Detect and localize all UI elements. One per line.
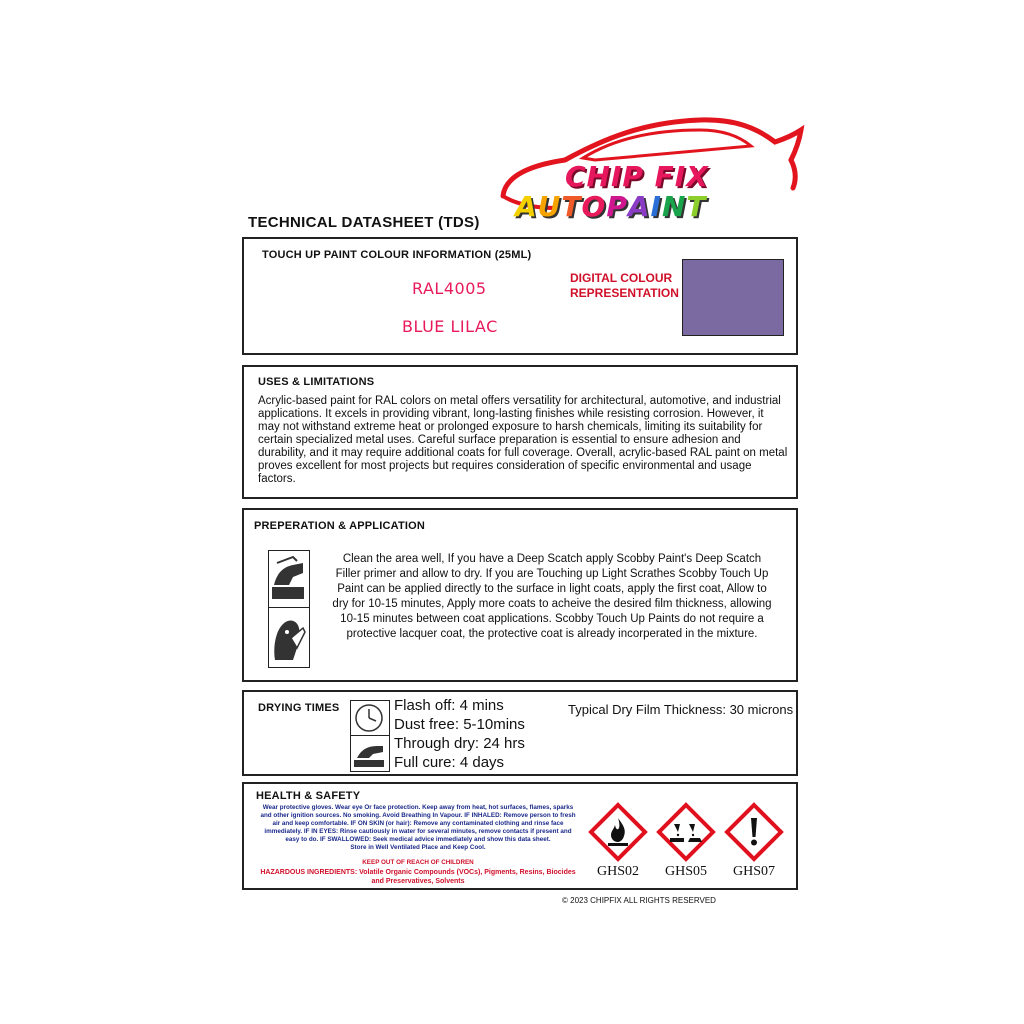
- colour-info-section: [242, 237, 798, 355]
- corrosion-icon: [656, 802, 716, 862]
- logo-letter: P: [606, 190, 628, 223]
- drying-times-list: [394, 696, 525, 772]
- safety-instructions-text: Wear protective gloves. Wear eye Or face protection. Keep away from heat, hot surfaces, flames, sparks and other ignition sources. No smoking. Avoid Breathing In Vapour. IF INHALED: Remove person to fresh air and keep comfortable. IF ON SKIN (or hair): Remove any contaminated clothing and rinse face immediately. IF IN EYES: Rinse cautiously in water for several minutes, remove contacts if present and easy to do. IF SWALLOWED: Seek medical advice immediately and show this data sheet.: [260, 804, 576, 843]
- logo-letter: A: [515, 190, 538, 223]
- drying-icons: [350, 700, 390, 772]
- logo-letter: I: [650, 190, 662, 223]
- face-protection-icon: [269, 608, 309, 665]
- ghs07-label: GHS07: [732, 864, 775, 879]
- logo-line1: CHIP FIX: [565, 160, 709, 193]
- drying-through-dry: Through dry: 24 hrs: [394, 735, 525, 752]
- logo-letter: T: [686, 190, 707, 223]
- colour-name: BLUE LILAC: [402, 317, 498, 336]
- hand-wiping-icon: [269, 551, 309, 608]
- safety-instructions: [258, 804, 578, 852]
- preparation-section: [242, 508, 798, 682]
- logo-letter: O: [581, 190, 607, 223]
- logo-letter: A: [627, 190, 651, 223]
- children-warning: KEEP OUT OF REACH OF CHILDREN: [362, 859, 474, 866]
- drying-title: DRYING TIMES: [258, 702, 340, 714]
- logo-letter: U: [537, 190, 562, 223]
- uses-text: Acrylic-based paint for RAL colors on metal offers versatility for architectural, automotive, and industrial applications. It excels in providing vibrant, long-lasting finishes while resisting corrosion. However, it may not withstand extreme heat or prolonged exposure to harsh chemicals, limiting its suitability for certain specialized metal uses. Careful surface preparation is essential to ensure adhesion and durability, and it may require additional coats for full coverage. Overall, acrylic-based RAL paint on metal proves excellent for most projects but requires consideration of specific environmental and usage factors.: [258, 395, 788, 485]
- ghs02-label: GHS02: [596, 864, 639, 879]
- ghs02-pictogram: [586, 802, 650, 880]
- drying-dust-free: Dust free: 5-10mins: [394, 716, 525, 733]
- ghs07-pictogram: [722, 802, 786, 880]
- uses-section: [242, 365, 798, 499]
- logo-letter: N: [661, 190, 687, 223]
- ghs05-label: GHS05: [664, 864, 707, 879]
- clock-icon: [351, 701, 389, 736]
- dry-film-thickness: Typical Dry Film Thickness: 30 microns: [568, 702, 794, 717]
- colour-code: RAL4005: [412, 279, 487, 298]
- preparation-text: Clean the area well, If you have a Deep Scatch apply Scobby Paint's Deep Scatch Filler primer and allow to dry. If you are Touching up Light Scrathes Scobby Touch Up Paint can be applied directly to the surface in light coats, apply the first coat, Allow to dry for 10-15 minutes, Apply more coats to acheive the desired film thickness, allowing 10-15 minutes between coat applications. Scobby Touch Up Paints do not require a protective lacquer coat, the protective coat is already incorperated in the mixture.: [332, 553, 772, 640]
- uses-title: USES & LIMITATIONS: [258, 376, 375, 388]
- flame-icon: [588, 802, 648, 862]
- drying-flash-off: Flash off: 4 mins: [394, 697, 504, 714]
- exclamation-icon: [724, 802, 784, 862]
- preparation-title: PREPERATION & APPLICATION: [254, 520, 426, 532]
- health-safety-section: [242, 782, 798, 890]
- drying-section: [242, 690, 798, 776]
- hand-touch-icon: [351, 736, 389, 771]
- drying-full-cure: Full cure: 4 days: [394, 754, 505, 771]
- logo-letter: T: [561, 190, 582, 223]
- digital-colour-line2: REPRESENTATION: [570, 286, 679, 300]
- digital-colour-line1: DIGITAL COLOUR: [570, 271, 673, 285]
- storage-text: Store in Well Ventilated Place and Keep Cool.: [350, 844, 486, 851]
- copyright-notice: © 2023 CHIPFIX ALL RIGHTS RESERVED: [562, 896, 716, 905]
- hazardous-ingredients: HAZARDOUS INGREDIENTS: Volatile Organic Compounds (VOCs), Pigments, Resins, Biocides and Preservatives, Solvents: [260, 869, 576, 885]
- colour-swatch: [682, 259, 784, 336]
- preparation-icons: [268, 550, 310, 668]
- logo-line2: [515, 190, 707, 223]
- colour-info-title: TOUCH UP PAINT COLOUR INFORMATION (25ML): [262, 249, 532, 261]
- health-safety-title: HEALTH & SAFETY: [256, 790, 361, 802]
- page-title: TECHNICAL DATASHEET (TDS): [248, 214, 480, 231]
- digital-colour-label: [570, 271, 679, 301]
- ghs05-pictogram: [654, 802, 718, 880]
